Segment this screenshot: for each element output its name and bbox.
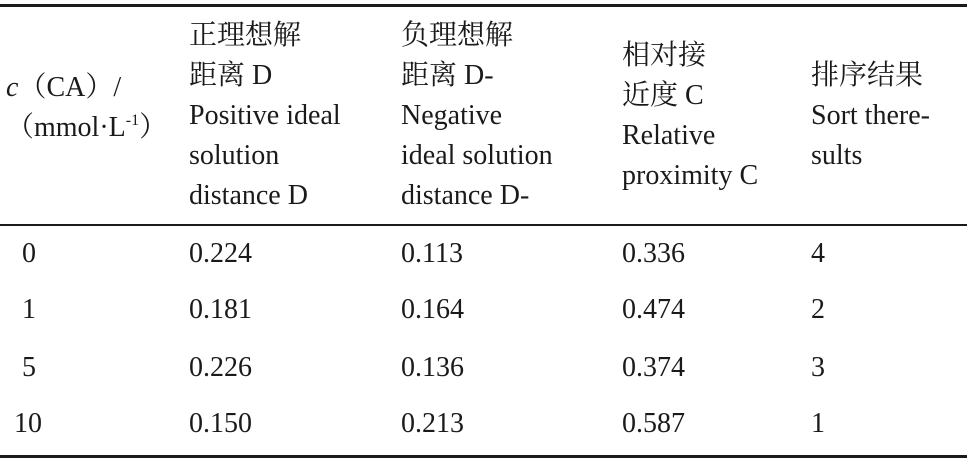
cell-negative-distance: 0.164 — [401, 294, 464, 325]
header-line: 相对接 — [622, 40, 707, 71]
header-concentration-unit-sup: -1 — [125, 112, 140, 129]
cell-rank: 2 — [811, 294, 825, 325]
header-positive-distance — [189, 16, 341, 216]
header-concentration — [6, 68, 167, 152]
header-line: sults — [811, 140, 863, 171]
header-line: distance D — [189, 180, 308, 211]
header-line: Positive ideal — [189, 100, 341, 131]
table-top-rule — [0, 4, 967, 7]
cell-positive-distance: 0.181 — [189, 294, 252, 325]
cell-rank: 4 — [811, 238, 825, 269]
cell-concentration: 5 — [22, 352, 36, 383]
header-concentration-var: c — [6, 72, 19, 103]
header-line: proximity C — [622, 160, 759, 191]
header-concentration-unit-post: ） — [139, 112, 168, 143]
header-concentration-unit-pre: （mmol·L — [6, 112, 126, 143]
cell-negative-distance: 0.213 — [401, 408, 464, 439]
header-line: 近度 C — [622, 80, 704, 111]
table-bottom-rule — [0, 455, 967, 458]
header-line: solution — [189, 140, 280, 171]
header-concentration-line1 — [6, 68, 167, 108]
cell-positive-distance: 0.150 — [189, 408, 252, 439]
header-line: 正理想解 — [189, 20, 302, 51]
header-negative-distance — [401, 16, 553, 216]
cell-relative-proximity: 0.336 — [622, 238, 685, 269]
header-concentration-unit: （CA）/ — [18, 72, 122, 103]
cell-concentration: 10 — [14, 408, 42, 439]
cell-positive-distance: 0.226 — [189, 352, 252, 383]
header-line: ideal solution — [401, 140, 553, 171]
header-line: 负理想解 — [401, 20, 514, 51]
cell-concentration: 0 — [22, 238, 36, 269]
cell-rank: 3 — [811, 352, 825, 383]
cell-relative-proximity: 0.374 — [622, 352, 685, 383]
header-concentration-line2 — [6, 108, 167, 152]
header-relative-proximity — [622, 36, 758, 196]
cell-negative-distance: 0.113 — [401, 238, 463, 269]
header-line: Relative — [622, 120, 716, 151]
cell-concentration: 1 — [22, 294, 36, 325]
header-sort-results — [811, 56, 930, 176]
header-line: distance D- — [401, 180, 530, 211]
header-line: 距离 D- — [401, 60, 494, 91]
header-line: 排序结果 — [811, 60, 924, 91]
header-line: 距离 D — [189, 60, 273, 91]
cell-negative-distance: 0.136 — [401, 352, 464, 383]
cell-rank: 1 — [811, 408, 825, 439]
cell-relative-proximity: 0.474 — [622, 294, 685, 325]
cell-relative-proximity: 0.587 — [622, 408, 685, 439]
header-line: Sort there- — [811, 100, 930, 131]
header-line: Negative — [401, 100, 503, 131]
cell-positive-distance: 0.224 — [189, 238, 252, 269]
table-header-rule — [0, 224, 967, 226]
